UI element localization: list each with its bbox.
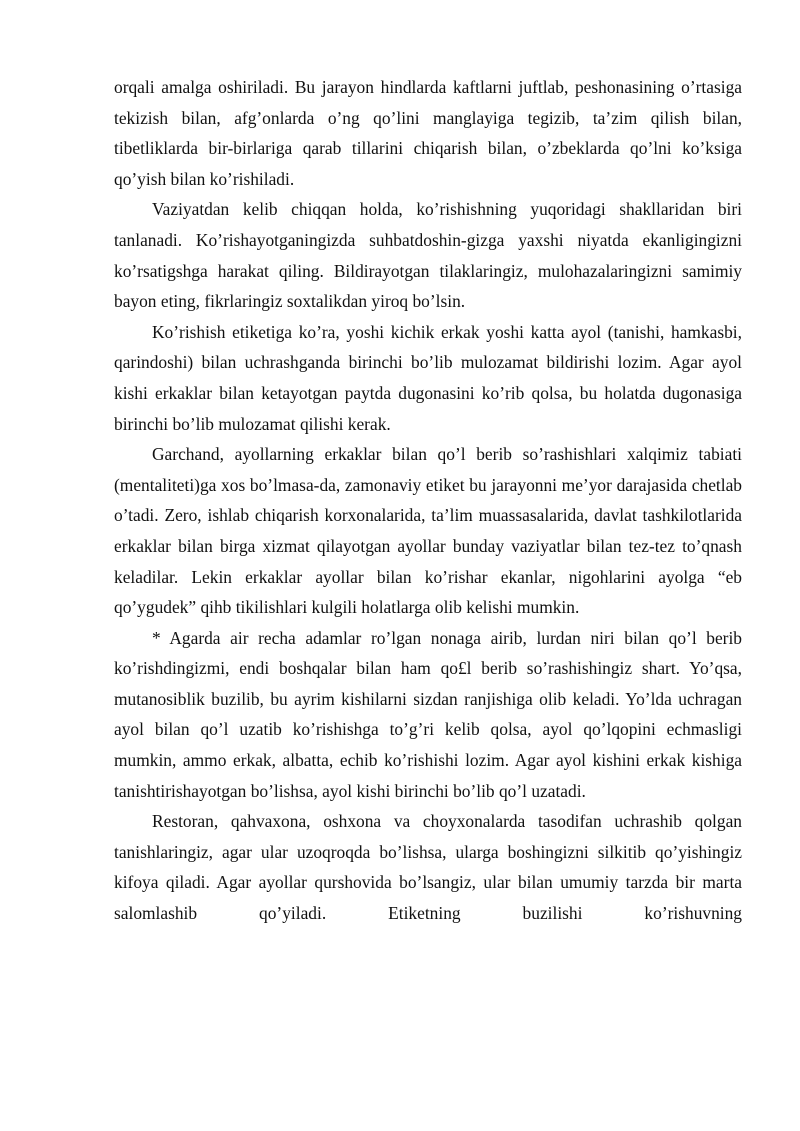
- paragraph-2: Vaziyatdan kelib chiqqan holda, ko’rishishning yuqoridagi shakllaridan biri tanlanadi. Ko’rishayotganingizda suhbatdoshin-gizga yaxshi niyatda ekanligingizni ko’rsatigshga harakat qiling. Bildirayotgan tilaklaringiz, mulohazalaringizni samimiy bayon eting, fikrlaringiz soxtalikdan yiroq bo’lsin.: [114, 199, 742, 312]
- paragraph-5: * Agarda air recha adamlar ro’lgan nonaga airib, lurdan niri bilan qo’l berib ko’rishdingizmi, endi boshqalar bilan ham qo£l berib so’rashishingiz shart. Yo’qsa, mutanosiblik buzilib, bu ayrim kishilarni sizdan ranjishiga olib keladi. Yo’lda uchragan ayol bilan qo’l uzatib ko’rishishga to’g’ri kelib qolsa, ayol qo’lqopini echmasligi mumkin, ammo erkak, albatta, echib ko’rishishi lozim. Agar ayol kishini erkak kishiga tanishtirishayotgan bo’lishsa, ayol kishi birinchi bo’lib qo’l uzatadi.: [114, 627, 742, 801]
- paragraph-3: Ko’rishish etiketiga ko’ra, yoshi kichik erkak yoshi katta ayol (tanishi, hamkasbi, qarindoshi) bilan uchrashganda birinchi bo’lib mulozamat bildirishi lozim. Agar ayol kishi erkaklar bilan ketayotgan paytda dugonasini ko’rib qolsa, bu holatda dugonasiga birinchi bo’lib mulozamat qilishi kerak.: [114, 321, 742, 434]
- paragraph-6: Restoran, qahvaxona, oshxona va choyxonalarda tasodifan uchrashib qolgan tanishlaringiz, agar ular uzoqroqda bo’lishsa, ularga boshingizni silkitib qo’yishingiz kifoya qiladi. Agar ayollar qurshovida bo’lsangiz, ular bilan umumiy tarzda bir marta salomlashib qo’yiladi. Etiketning buzilishi ko’rishuvning: [114, 811, 742, 924]
- document-page: [114, 72, 742, 929]
- paragraph-4: Garchand, ayollarning erkaklar bilan qo’l berib so’rashishlari xalqimiz tabiati (mentaliteti)ga xos bo’lmasa-da, zamonaviy etiket bu jarayonni me’yor darajasida chetlab o’tadi. Zero, ishlab chiqarish korxonalarida, ta’lim muassasalarida, davlat tashkilotlarida erkaklar bilan birga xizmat qilayotgan ayollar bunday vaziyatlar bilan tez-tez to’qnash keladilar. Lekin erkaklar ayollar bilan ko’rishar ekanlar, nigohlarini ayolga “eb qo’ygudek” qihb tikilishlari kulgili holatlarga olib kelishi mumkin.: [114, 444, 742, 618]
- paragraph-1: orqali amalga oshiriladi. Bu jarayon hindlarda kaftlarni juftlab, peshonasining o’rtasiga tekizish bilan, afg’onlarda o’ng qo’lini manglayiga tegizib, ta’zim qilish bilan, tibetliklarda bir-birlariga qarab tillarini chiqarish bilan, o’zbeklarda qo’lni ko’ksiga qo’yish bilan ko’rishiladi.: [114, 77, 742, 189]
